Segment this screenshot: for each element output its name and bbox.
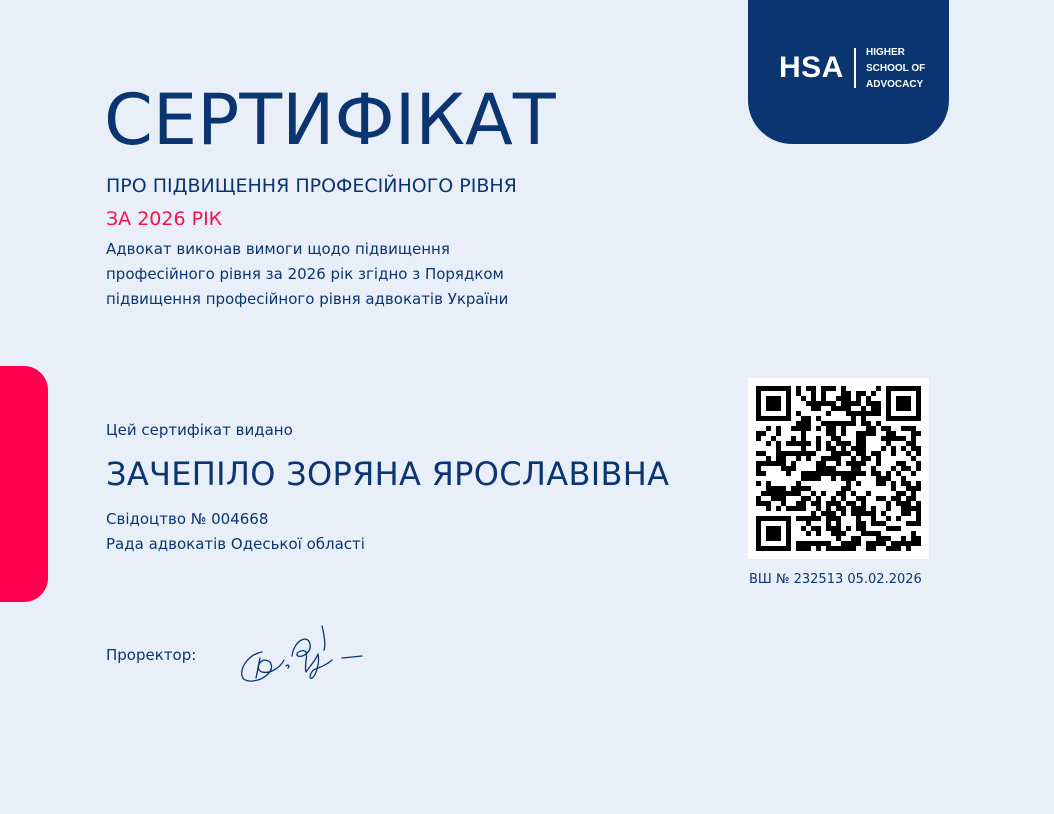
- logo-tab: [748, 0, 949, 144]
- recipient-name: ЗАЧЕПІЛО ЗОРЯНА ЯРОСЛАВІВНА: [106, 455, 670, 493]
- logo-text: [866, 45, 946, 93]
- description-line: підвищення професійного рівня адвокатів України: [106, 290, 509, 308]
- certificate-title: СЕРТИФІКАТ: [104, 79, 556, 161]
- description-line: професійного рівня за 2026 рік згідно з Порядком: [106, 265, 504, 283]
- registry-number: ВШ № 232513 05.02.2026: [749, 572, 922, 587]
- issued-label: Цей сертифікат видано: [106, 421, 293, 439]
- certificate-description: [106, 237, 566, 312]
- qr-code-image: [748, 378, 929, 559]
- signature-image: [232, 616, 372, 690]
- certificate-subtitle: ПРО ПІДВИЩЕННЯ ПРОФЕСІЙНОГО РІВНЯ: [106, 175, 517, 197]
- qr-code[interactable]: [748, 378, 929, 559]
- logo-divider: [854, 48, 856, 88]
- certificate-year: ЗА 2026 РІК: [106, 208, 223, 230]
- signatory-label: Проректор:: [106, 646, 197, 664]
- accent-tab: [0, 366, 48, 602]
- logo-line: ADVOCACY: [866, 79, 924, 90]
- logo-line: SCHOOL OF: [866, 63, 926, 74]
- issuing-council: Рада адвокатів Одеської області: [106, 535, 365, 553]
- logo-abbr: HSA: [779, 51, 844, 84]
- logo-line: HIGHER: [866, 47, 905, 58]
- description-line: Адвокат виконав вимоги щодо підвищення: [106, 240, 450, 258]
- certificate-number: Свідоцтво № 004668: [106, 510, 269, 528]
